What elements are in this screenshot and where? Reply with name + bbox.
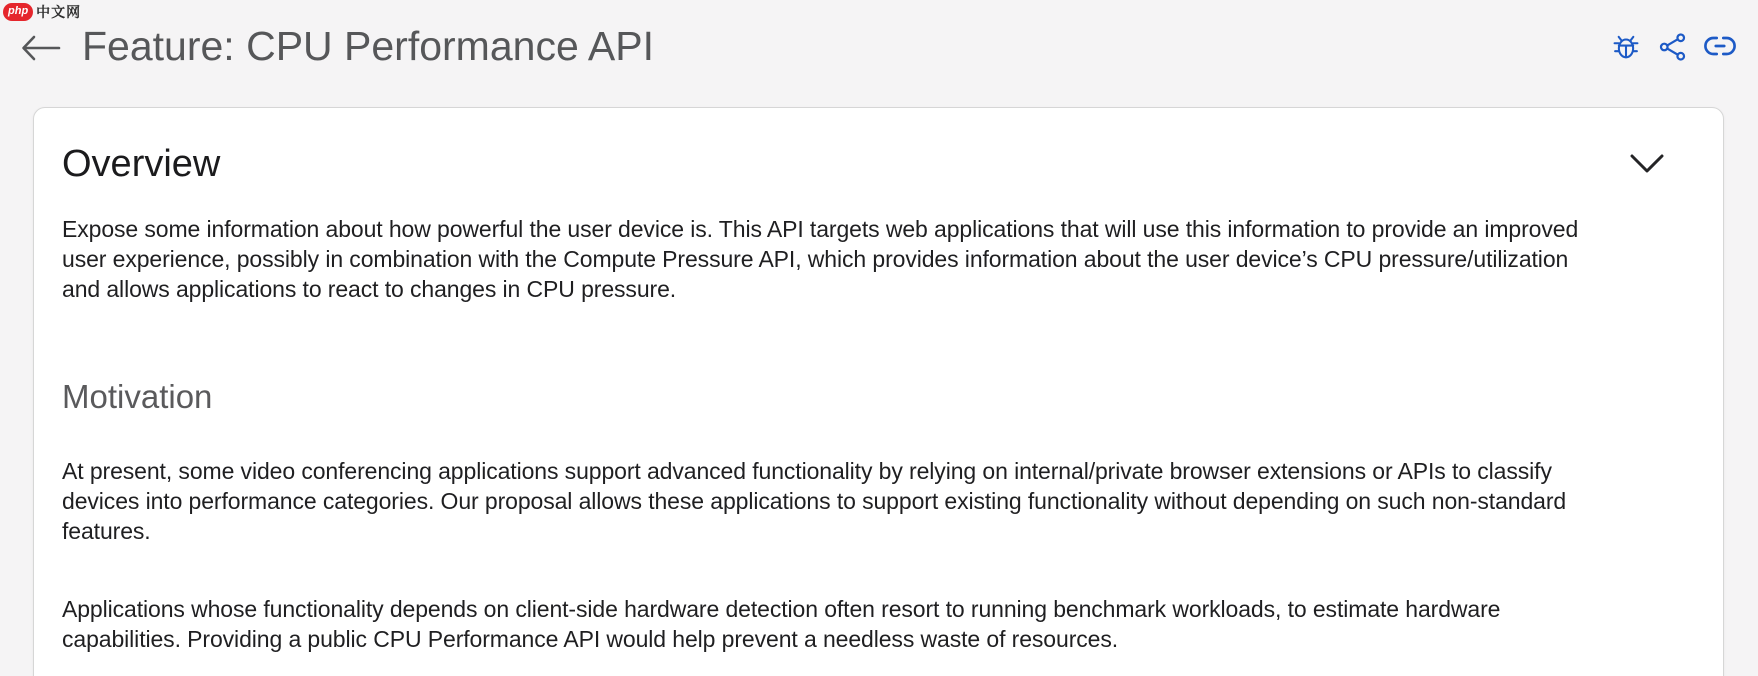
header-actions bbox=[1611, 31, 1736, 62]
share-button[interactable] bbox=[1657, 31, 1688, 62]
chevron-down-icon bbox=[1629, 153, 1665, 175]
motivation-heading: Motivation bbox=[62, 378, 213, 415]
page-header bbox=[20, 20, 1736, 72]
debug-button[interactable] bbox=[1611, 31, 1641, 62]
overview-card bbox=[33, 107, 1724, 676]
motivation-paragraph-1: At present, some video conferencing applications support advanced functionality by relying on internal/private browser extensions or APIs to classify devices into performance categories. Our proposal allows these applications to support existing functionality without depending on such non-standard features. bbox=[62, 458, 1567, 544]
bug-icon bbox=[1611, 31, 1641, 62]
back-button[interactable] bbox=[20, 33, 62, 63]
share-icon bbox=[1657, 31, 1688, 62]
copy-link-button[interactable] bbox=[1704, 33, 1736, 59]
overview-paragraph: Expose some information about how powerful the user device is. This API targets web applications that will use this information to provide an improved user experience, possibly in combination with the Compute Pressure API, which provides information about the user device’s CPU pressure/utilization and allows applications to react to changes in CPU pressure. bbox=[62, 216, 1579, 302]
php-logo-badge: php bbox=[3, 3, 33, 21]
overview-collapse-header[interactable] bbox=[62, 140, 1693, 188]
motivation-paragraph-2: Applications whose functionality depends on client-side hardware detection often resort to running benchmark workloads, to estimate hardware capabilities. Providing a public CPU Performance API would help prevent a needless waste of resources. bbox=[62, 596, 1501, 652]
section-title: Overview bbox=[62, 143, 221, 185]
site-logo[interactable] bbox=[3, 2, 81, 22]
page-title: Feature: CPU Performance API bbox=[82, 23, 654, 69]
arrow-left-icon bbox=[20, 33, 62, 63]
site-logo-text: 中文网 bbox=[36, 4, 82, 20]
link-icon bbox=[1704, 33, 1736, 59]
overview-content bbox=[62, 214, 1693, 654]
